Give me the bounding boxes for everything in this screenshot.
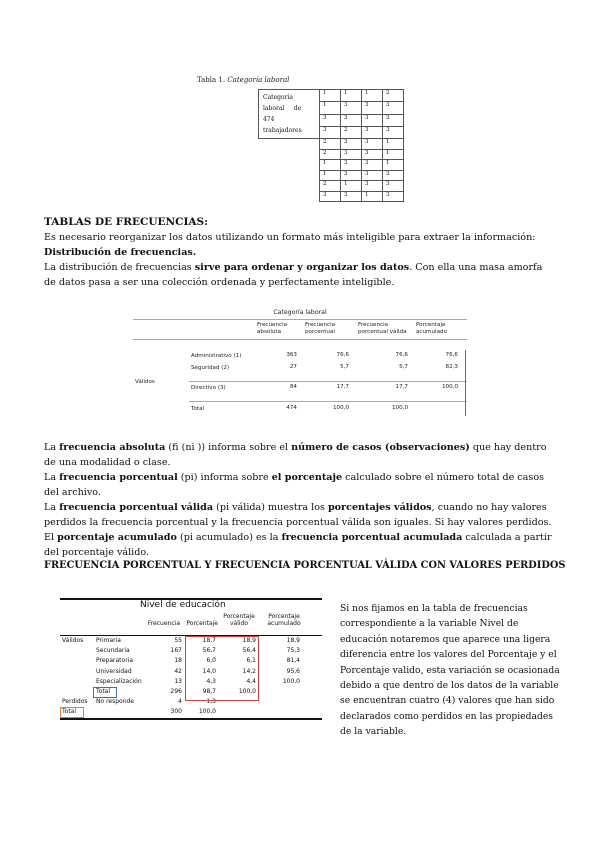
table1-cell: 3	[362, 149, 383, 160]
table1-cell: 1	[341, 90, 362, 102]
table3-row-label: Primaria	[96, 637, 121, 644]
table2-row-label: Total	[191, 406, 205, 412]
table1-cell: 3	[341, 160, 362, 171]
table3-cell: 167	[170, 647, 182, 655]
table1-cell: 3	[383, 181, 404, 192]
caption-prefix: Tabla 1.	[197, 76, 228, 84]
section2	[44, 440, 556, 560]
def-frecuencia-absoluta: La frecuencia absoluta (fi (ni )) informa sobre el número de casos (observaciones) que hay dentro de una modalidad o clase.	[44, 442, 547, 468]
table1-cell: 1	[320, 102, 341, 114]
table3-cell: 18,9	[286, 637, 300, 644]
table1-cell: 3	[362, 160, 383, 171]
table1-caption	[197, 76, 289, 84]
table3-total-label: Total	[62, 708, 77, 716]
table1-cell: 1	[383, 160, 404, 171]
table2-cell: 27	[289, 364, 297, 370]
table1-cell: 3	[362, 114, 383, 126]
table2	[133, 306, 467, 419]
table1-cell: 1	[320, 170, 341, 181]
table1	[258, 89, 404, 202]
table1-cell: 1	[383, 149, 404, 160]
table2-group-label: Válidos	[135, 379, 155, 385]
table3-cell: 100,0	[238, 688, 256, 695]
table3-cell: 296	[170, 688, 182, 695]
table3-row-label: Preparatoria	[96, 657, 134, 665]
table3-cell: 18	[174, 657, 182, 665]
table3-cell: 75,3	[286, 647, 300, 655]
table3-header: Porcentaje	[186, 620, 218, 627]
table3-cell: 6,1	[246, 657, 256, 665]
table2-cell: 100,0	[332, 405, 349, 411]
table1-cell: 2	[341, 126, 362, 138]
table3-title: Nivel de educación	[140, 600, 226, 610]
table2-cell: 5,7	[399, 364, 408, 370]
table1-label-line: 474	[263, 116, 275, 123]
highlight-box-grand-total	[60, 707, 84, 718]
table3-cell: 14,2	[242, 667, 256, 675]
table1-cell: 3	[341, 149, 362, 160]
table2-cell: 474	[286, 405, 297, 411]
def-frecuencia-porcentual-valida: La frecuencia porcentual válida (pi válida) muestra los porcentajes válidos, cuando no hay valores perdidos la frecuencia porcentual y la frecuencia porcentual válida son iguales. Si hay valores perdidos.	[44, 502, 552, 528]
table1-cell: 3	[341, 170, 362, 181]
table1-cell: 1	[362, 90, 383, 102]
table3-row-label: Especialización	[96, 677, 142, 685]
table3-group-lost: Perdidos	[62, 698, 88, 706]
table2-row-label: Seguridad (2)	[191, 365, 230, 371]
caption-title: Categoría laboral	[227, 76, 290, 84]
table3-cell: 300	[170, 708, 182, 716]
table1-cell: 2	[320, 181, 341, 192]
table3-rule	[60, 718, 322, 720]
table1-label-line: laboral de	[263, 105, 302, 112]
table1-row	[259, 90, 404, 102]
table3-cell: 100,0	[198, 708, 216, 716]
table2-header: Frecuencia porcentual	[305, 322, 336, 335]
highlight-box-total	[93, 687, 117, 698]
table2-cell: 17,7	[395, 384, 408, 390]
table1-cell: 3	[383, 191, 404, 202]
table1-cell: 1	[383, 139, 404, 150]
table1-cell: 3	[362, 170, 383, 181]
table1-cell: 1	[362, 191, 383, 202]
table2-cell: 76,6	[445, 352, 458, 358]
table1-cell: 3	[341, 102, 362, 114]
highlight-box-percent	[185, 636, 259, 701]
table1-label-line: trabajadores	[263, 127, 302, 134]
table2-rule	[133, 339, 467, 340]
table1-cell: 1	[341, 181, 362, 192]
table3-cell: 4,3	[206, 677, 216, 685]
table1-cell: 2	[383, 90, 404, 102]
table3-cell: 1,3	[206, 698, 216, 706]
table3-cell: 56,7	[202, 647, 216, 655]
table1-cell: 3	[383, 170, 404, 181]
table1-cell: 3	[383, 102, 404, 114]
table3-header: Porcentaje válido	[223, 613, 255, 627]
table1-cell: 3	[383, 126, 404, 138]
table3-row-label: Universidad	[96, 667, 132, 675]
table1-cell: 3	[362, 139, 383, 150]
table3-cell: 6,0	[206, 657, 216, 665]
table3-group-valid: Válidos	[62, 637, 84, 644]
table2-cell: 76,6	[395, 352, 408, 358]
table1-cell: 3	[383, 114, 404, 126]
table3-cell: 13	[174, 677, 182, 685]
table1-cell: 3	[362, 181, 383, 192]
table2-cell: 363	[286, 352, 297, 358]
table3-cell: 55	[174, 637, 182, 644]
table2-cell: 100,0	[441, 384, 458, 390]
table1-cell: 3	[320, 126, 341, 138]
table3-cell: 18,7	[202, 637, 216, 644]
table1-label	[259, 90, 320, 139]
table3-header: Porcentaje acumulado	[267, 613, 301, 627]
table3-cell: 95,6	[286, 667, 300, 675]
table2-header: Porcentaje acumulado	[416, 322, 447, 335]
table3-cell: 98,7	[202, 688, 216, 695]
table2-rule	[189, 381, 467, 382]
table1-cell: 2	[320, 139, 341, 150]
table3-cell: 81,4	[286, 657, 300, 665]
table2-header: Frecuencia porcentual válida	[358, 322, 407, 335]
table1-blank	[259, 139, 320, 202]
table2-cell: 17,7	[336, 384, 349, 390]
table3-cell: 4,4	[246, 677, 256, 685]
table1-row	[259, 139, 404, 150]
table2-header: Frecuencia absoluta	[257, 322, 288, 335]
table3	[60, 598, 322, 718]
def-frecuencia-porcentual: La frecuencia porcentual (pi) informa sobre el porcentaje calculado sobre el número total de casos del archivo.	[44, 472, 545, 498]
side-paragraph: Si nos fijamos en la tabla de frecuencias correspondiente a la variable Nivel de educación notaremos que aparece una ligera diferencia entre los valores del Porcentaje y el Porcentaje valido, esta variación se ocasionada debido a que dentro de los datos de la variable se encuentran cuatro (4) valores que han sido declarados como perdidos en las propiedades de la variable.	[340, 603, 560, 738]
table1-label-line: Categoría	[263, 94, 293, 101]
table2-cell: 84	[289, 384, 297, 390]
table1-cell: 3	[320, 191, 341, 202]
table1-cell: 1	[320, 160, 341, 171]
table3-cell: 18,9	[242, 637, 256, 644]
table2-rule	[133, 319, 467, 320]
table1-cell: 2	[320, 149, 341, 160]
table3-row-label: No responde	[96, 698, 135, 706]
section1-paragraph2: La distribución de frecuencias sirve para ordenar y organizar los datos. Con ella una masa amorfa de datos pasa a ser una colección ordenada y perfectamente inteligible.	[44, 262, 543, 288]
table3-rule	[60, 598, 322, 600]
table3-cell: 42	[174, 667, 182, 675]
table3-row-label: Total	[96, 688, 111, 695]
table2-title: Categoría laboral	[273, 309, 327, 316]
section1-paragraph1: Es necesario reorganizar los datos utilizando un formato más inteligible para extraer la información: Distribución de frecuencias.	[44, 232, 536, 258]
table2-cell: 82,3	[445, 364, 458, 370]
table3-header: Frecuencia	[147, 620, 180, 627]
table2-row-label: Administrativo (1)	[191, 353, 242, 359]
table2-row-label: Directivo (3)	[191, 385, 226, 391]
section1	[44, 215, 556, 290]
def-porcentaje-acumulado: El porcentaje acumulado (pi acumulado) es la frecuencia porcentual acumulada calculada a partir del porcentaje válido.	[44, 532, 552, 558]
table1-cell: 3	[341, 191, 362, 202]
table1-cell: 3	[320, 114, 341, 126]
table3-cell: 56,4	[242, 647, 256, 655]
table3-cell: 4	[178, 698, 182, 706]
table1-cell: 3	[341, 114, 362, 126]
table2-divider	[465, 350, 466, 416]
table1-cell: 3	[362, 126, 383, 138]
section3-heading: FRECUENCIA PORCENTUAL Y FRECUENCIA PORCENTUAL VÁLIDA CON VALORES PERDIDOS	[44, 560, 566, 571]
table3-cell: 14,0	[202, 667, 216, 675]
table2-cell: 76,6	[336, 352, 349, 358]
table2-rule	[189, 401, 467, 402]
table1-cell: 3	[341, 139, 362, 150]
table1-cell: 1	[320, 90, 341, 102]
table1-cell: 3	[362, 102, 383, 114]
table3-cell: 100,0	[282, 677, 300, 685]
table2-cell: 5,7	[340, 364, 349, 370]
table3-row-label: Secundaria	[96, 647, 130, 655]
section1-heading: TABLAS DE FRECUENCIAS:	[44, 216, 208, 228]
table2-cell: 100,0	[391, 405, 408, 411]
